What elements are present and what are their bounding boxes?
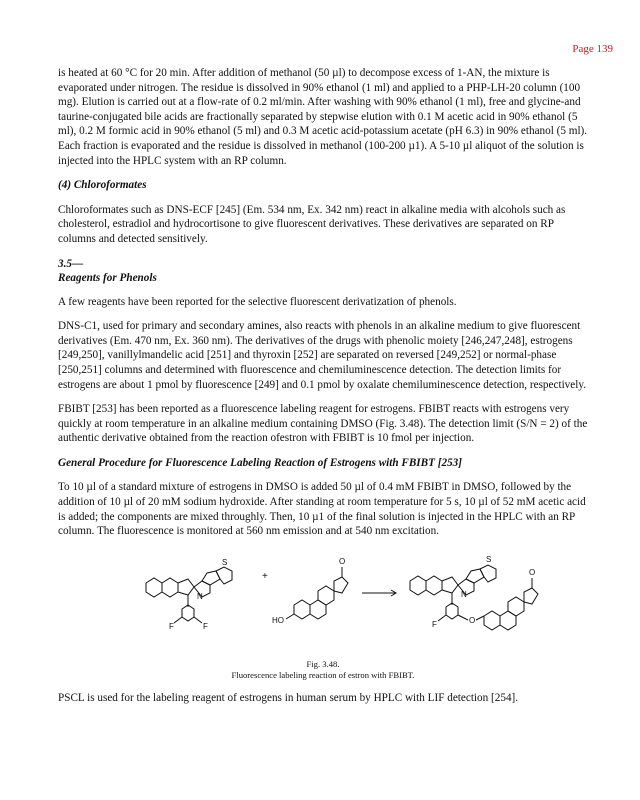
- fbibt-nitrogen-label: N: [197, 591, 203, 601]
- section-heading: [58, 257, 588, 285]
- section-number: 3.5—: [58, 257, 84, 270]
- figure-caption: [58, 659, 588, 681]
- reaction-scheme-figure: [58, 549, 588, 659]
- product-ketone-oxygen-label: O: [529, 567, 536, 577]
- heading-general-procedure: General Procedure for Fluorescence Labeling Reaction of Estrogens with FBIBT [253]: [58, 456, 462, 469]
- figure-label: Fig. 3.48.: [306, 658, 340, 669]
- paragraph-pscl: PSCL is used for the labeling reagent of estrogens in human serum by HPLC with LIF detection [254].: [58, 691, 519, 704]
- fbibt-fluorine-right-label: F: [203, 621, 208, 631]
- figure-caption-text: Fluorescence labeling reaction of estron with FBIBT.: [231, 669, 415, 680]
- fbibt-sulfur-label: S: [222, 557, 228, 567]
- product-fluorine-label: F: [432, 619, 437, 629]
- heading-chloroformates: (4) Chloroformates: [58, 179, 147, 192]
- page-number: Page 139: [572, 43, 613, 55]
- fbibt-fluorine-left-label: F: [169, 621, 174, 631]
- page-content: [58, 66, 588, 715]
- paragraph-bile-acid-procedure: is heated at 60 °C for 20 min. After addition of methanol (50 µl) to decompose excess of 1-AN, the mixture is evaporated under nitrogen. The residue is dissolved in 90% ethanol (1 ml) and applied to a PHP-LH-20 column (100 mg). Elution is carried out at a flow-rate of 0.2 ml/min. After washing with 90% ethanol (1 ml), free and glycine-and taurine-conjugated bile acids are fractionally separated by stepwise elution with 0.1 M acetic acid in 90% ethanol (5 ml), 0.2 M formic acid in 90% ethanol (5 ml) and 0.3 M acetic acid-potassium acetate (pH 6.3) in 90% ethanol (5 ml). Each fraction is evaporated and the residue is dissolved in methanol (100-200 µ1). A 5-10 µl aliquot of the solution is injected into the HPLC system with an RP column.: [58, 67, 588, 167]
- paragraph-procedure: To 10 µl of a standard mixture of estrogens in DMSO is added 50 µl of 0.4 mM FBIBT in DMSO, followed by the addition of 10 µl of 20 mM sodium hydroxide. After standing at room temperature for 5 s, 10 µl of 52 mM acetic acid is added; the components are mixed throughly. Then, 10 µ1 of the final solution is injected in the HPLC with an RP column. The fluorescence is monitored at 560 nm emission and at 540 nm excitation.: [58, 481, 586, 538]
- paragraph-chloroformates: Chloroformates such as DNS-ECF [245] (Em. 534 nm, Ex. 342 nm) react in alkaline media with alcohols such as cholesterol, estradiol and hydrocortisone to give fluorescent derivatives. These derivatives are separated on RP columns and detected sensitively.: [58, 203, 566, 245]
- reaction-scheme-drawing: [58, 549, 588, 659]
- plus-sign: +: [262, 570, 268, 582]
- estrone-oxygen-label: O: [339, 556, 346, 566]
- paragraph-phenol-reagents: A few reagents have been reported for the selective fluorescent derivatization of phenols.: [58, 295, 457, 308]
- reaction-arrow: [362, 590, 396, 596]
- paragraph-dns-cl: DNS-C1, used for primary and secondary amines, also reacts with phenols in an alkaline medium to give fluorescent derivatives (Em. 470 nm, Ex. 360 nm). The derivatives of the drugs with phenolic moiety [246,247,248], estrogens [249,250], vanillylmandelic acid [251] and thyroxin [252] are separated on reversed [249,252] or normal-phase [250,251] columns and determined with fluorescence and chemiluminescence detection. The detection limits for estrogens are about 1 pmol by fluorescence [249] and 0.1 pmol by oxalate chemiluminescence detection, respectively.: [58, 320, 587, 391]
- estrone-structure: [286, 567, 348, 619]
- estrone-hydroxyl-label: HO: [272, 615, 284, 625]
- product-sulfur-label: S: [486, 554, 492, 564]
- product-nitrogen-label: N: [461, 589, 467, 599]
- paragraph-fbibt: FBIBT [253] has been reported as a fluorescence labeling reagent for estrogens. FBIBT reacts with estrogens very quickly at room temperature in an alkaline medium containing DMSO (Fig. 3.48). The detection limit (S/N = 2) of the authentic derivative obtained from the reaction ofestron with FBIBT is 10 fmol per injection.: [58, 403, 588, 445]
- fbibt-structure: [146, 567, 232, 623]
- section-title: Reagents for Phenols: [58, 271, 157, 284]
- product-ether-oxygen-label: O: [469, 615, 476, 625]
